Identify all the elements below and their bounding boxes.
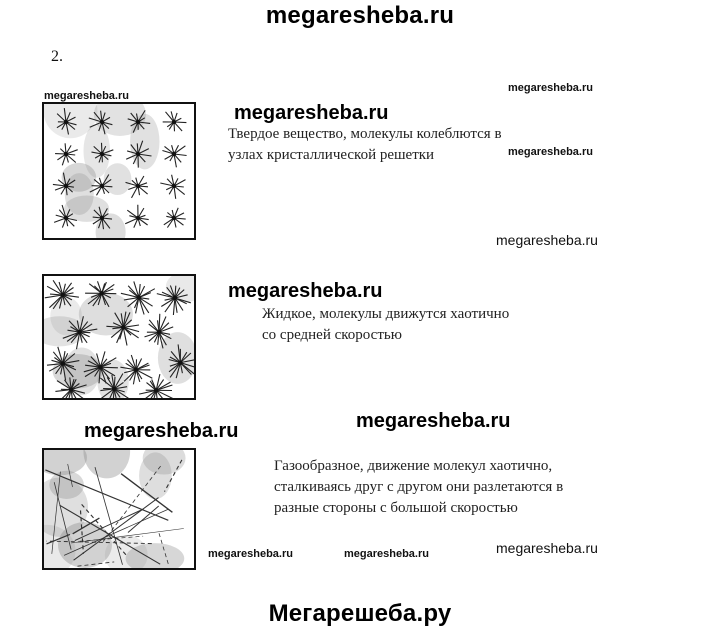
molecule [163,111,187,131]
shade-blotch [83,124,110,178]
watermark-small: megaresheba.ru [208,548,293,560]
molecule [164,208,186,228]
liquid-caption [262,304,509,346]
watermark-big: megaresheba.ru [356,410,511,432]
gas-caption [274,456,563,519]
gas-caption-line2: сталкиваясь друг с другом они разлетаются в [274,479,564,495]
shade-blotch [166,276,194,302]
molecule [125,205,149,228]
molecule [55,143,78,165]
watermark-small: megaresheba.ru [344,548,429,560]
shade-blotch [83,450,130,478]
watermark-small: megaresheba.ru [44,90,129,102]
watermark-big: megaresheba.ru [234,102,389,124]
liquid-caption-line2: со средней скоростью [262,327,402,343]
gas-illustration [42,448,196,570]
liquid-caption-line1: Жидкое, молекулы движутся хаотично [262,306,510,322]
solid-caption-line1: Твердое вещество, молекулы колеблются в [228,126,502,142]
watermark-small: megaresheba.ru [508,82,593,94]
shade-blotch [104,163,132,195]
watermark-big: megaresheba.ru [84,420,239,442]
molecule [160,175,185,199]
solid-caption-line2: узлах кристаллической решетки [228,147,435,163]
gas-trajectories-image [44,450,194,568]
gas-caption-line3: разные стороны с большой скоростью [274,500,518,516]
solid-lattice-image [44,104,194,238]
liquid-illustration [42,274,196,400]
solid-caption [228,124,502,166]
watermark-big: megaresheba.ru [228,280,383,302]
solid-illustration [42,102,196,240]
gas-caption-line1: Газообразное, движение молекул хаотично, [274,458,553,474]
watermark-small: megaresheba.ru [508,146,593,158]
header-site-title: megaresheba.ru [265,2,455,29]
watermark-small: megaresheba.ru [496,232,598,248]
task-number: 2. [51,48,63,65]
molecule [162,145,186,167]
liquid-molecules-image [44,276,194,398]
watermark-small: megaresheba.ru [496,540,598,556]
footer-site-title: Мегарешеба.ру [268,600,452,627]
